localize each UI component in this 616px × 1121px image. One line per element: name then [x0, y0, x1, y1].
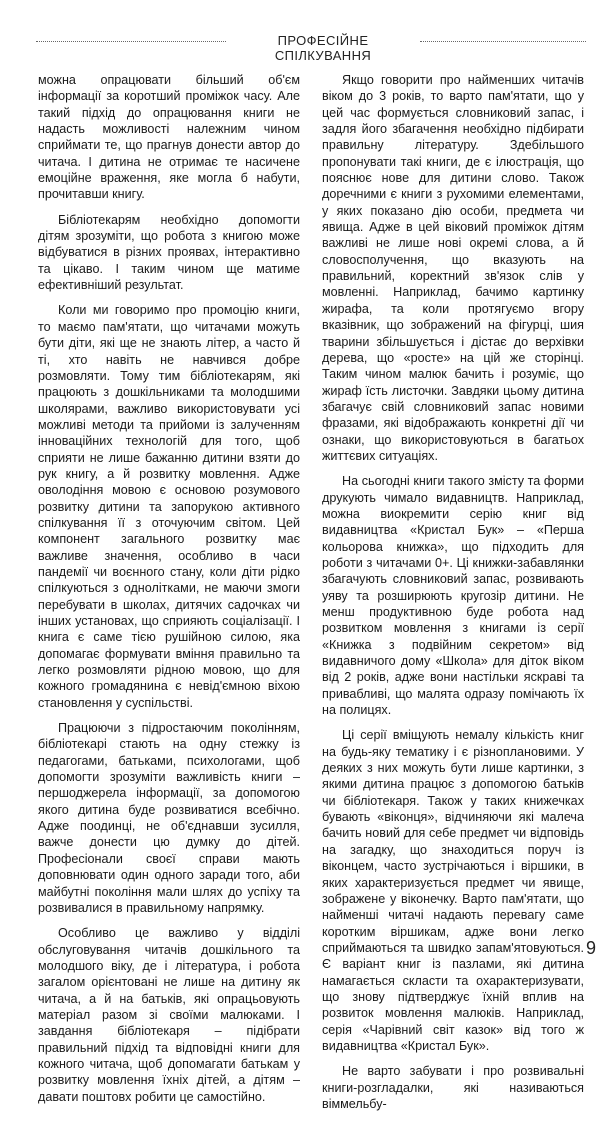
header-rule-right	[420, 41, 586, 42]
paragraph: На сьогодні книги такого змісту та форми друкують чимало видавництв. Наприклад, можна виокремити серію книг від видавництва «Кристал Бук» – «Перша кольорова книжка», що підходить для роботи з читачами 0+. Ці книжки-забавлянки збагачують словниковий запас, розвивають уяву та розширюють кругозір дитини. Не менш продуктивною буде робота над розвитком мовлення з книгами із серії «Книжка з подвійним секретом» від видавничого дому «Школа» для діток віком від 2 років, адже вони настільки яскраві та привабливі, що малята одразу помічають їх на полицях.	[322, 474, 584, 718]
paragraph: Коли ми говоримо про промоцію книги, то маємо пам'ятати, що читачами можуть бути діти, які ще не знають літер, а часто й ті, хто навіть не навчився добре розмовляти. Тому тим бібліотекарям, які працюють з дошкільниками та молодшими школярами, важливо використовувати усі можливі методи та прийоми із залученням інноваційних технологій для того, щоб сприяти не лише бажанню дитини взяти до рук книгу, а й розвитку мовлення. Адже оволодіння мовою є основою розумового розвитку дитини та запорукою активного спілкування її з оточуючим світом. Цей компонент загального розвитку має важливе значення, особливо в часи пандемії чи воєнного стану, коли діти рідко спілкуються з однолітками, не маючи змоги перебувати в школах, дитячих садочках чи інших установах, що сприяють соціалізації. І книга є саме тією рушійною силою, яка допомагає формувати вміння правильно та легко розмовляти рідною мовою, що для кожного громадянина є невід'ємною віхою становлення у суспільстві.	[38, 303, 300, 710]
text-column-right	[322, 72, 584, 1121]
paragraph: Працюючи з підростаючим поколінням, бібліотекарі стають на одну стежку із педагогами, батьками, психологами, щоб допомогти зрозуміти важливість книги – першоджерела інформації, за допомогою якого дитина буде розвиватися всебічно. Адже поодинці, не об'єднавши зусилля, важче донести цю думку до дітей. Професіонали своєї справи мають доповнювати один одного заради того, аби майбутні покоління мали шлях до успіху та розвивалися в правильному напрямку.	[38, 721, 300, 915]
text-column-left	[38, 72, 300, 1114]
paragraph: Не варто забувати і про розвивальні книги-розгладалки, які називаються віммельбу-	[322, 1064, 584, 1111]
paragraph: Особливо це важливо у відділі обслуговування читачів дошкільного та молодшого віку, де і література, і робота загалом орієнтовані не лише на дитину як читача, а й на батьків, які опрацьовують матеріал разом зі своїми малюками. І завдання бібліотекаря – підібрати правильний підхід та відповідні книги для кожного читача, щоб допомагати батькам у розвитку мовлення їхніх дітей, а дітям – давати поштовх робити це самостійно.	[38, 926, 300, 1104]
paragraph: Ці серії вміщують немалу кількість книг на будь-яку тематику і є різноплановими. У деяких з них можуть бути лише картинки, з якими дитина працює з допомогою батьків чи бібліотекаря. Також у таких книжечках бувають «віконця», відчиняючи які малеча бачить новий для себе предмет чи відповідь на загадку, що знаходиться поруч із віконцем, часто зустрічаються і віршики, в яких характеризується предмет чи явище, зображене у віконечку. Варто пам'ятати, що найменші читачі надають перевагу саме коротким віршикам, адже вони легко сприймаються та швидко запам'ятовуються. Є варіант книг із пазлами, які дитина намагається скласти та охарактеризувати, що знову підтверджує їхній вплив на розвиток мовлення малюків. Наприклад, серія «Чарівний світ казок» від того ж видавництва «Кристал Бук».	[322, 728, 584, 1053]
paragraph: Бібліотекарям необхідно допомогти дітям зрозуміти, що робота з книгою може відбуватися в різних проявах, інтерактивно та цікаво. І таким чином ще матиме ефективніший результат.	[38, 212, 300, 293]
header-rule-left	[36, 41, 226, 42]
running-header	[0, 30, 616, 63]
page-number: 9	[586, 938, 597, 958]
paragraph: можна опрацювати більший об'єм інформації за коротший проміжок часу. Але такий підхід до опрацювання книги не надасть можливості належним чином сприймати те, що прагнув донести автор до читача. І дитина не отримає те насичене емоційне враження, яке могла б набути, прочитавши книгу.	[38, 73, 300, 202]
paragraph: Якщо говорити про найменших читачів віком до 3 років, то варто пам'ятати, що у цей час формується словниковий запас, і задля його збагачення необхідно підбирати правильну літературу. Здебільшого пропонувати такі книги, де є ілюстрація, що пояснює нове для дитини слово. Також доречними є книги з рухомими елементами, у яких показано дію особи, предмета чи явища. Адже в цей віковий проміжок дітям важливі не лише нові окремі слова, а й словосполучення, що вказують на правильний, коректний зв'язок слів у мовленні. Наприклад, бачимо картинку жирафа, та коли протягуємо вгору вказівник, що зображений на фігурці, шия тварини збільшується і дістає до верхівки дерева, що «росте» на цій же сторінці. Таким чином малюк бачить і розуміє, що жираф їсть листочки. Завдяки цьому дитина збагачує свій словниковий запас новими фразами, які відображають конкретні дії чи ознаки, що використовуються в багатьох життєвих ситуаціях.	[322, 73, 584, 463]
section-title: ПРОФЕСІЙНЕ СПІЛКУВАННЯ	[274, 33, 372, 63]
